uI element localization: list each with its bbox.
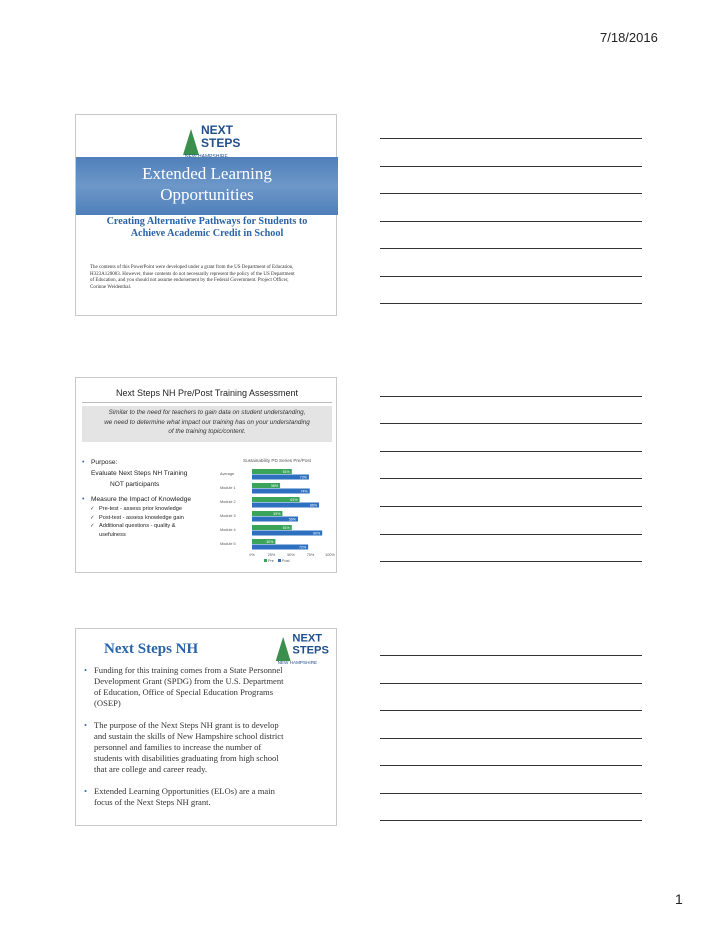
legend-label: Pre xyxy=(268,559,274,563)
page-number: 1 xyxy=(675,891,683,907)
notes-line xyxy=(380,793,642,794)
title-divider xyxy=(82,402,332,403)
title-line: Opportunities xyxy=(160,185,254,204)
bullet-icon: • xyxy=(82,496,85,503)
category-label: Module 2 xyxy=(220,500,236,504)
disclaimer-line: The contents of this PowerPoint were developed under a grant from the US Department of Education, xyxy=(90,265,294,270)
notes-line xyxy=(380,396,642,397)
bullet-icon: • xyxy=(82,459,85,466)
data-label: 36% xyxy=(270,484,279,488)
notes-line xyxy=(380,561,642,562)
check-text: Additional questions - quality & xyxy=(99,523,176,529)
notes-line xyxy=(380,248,642,249)
data-label: 73% xyxy=(299,475,307,480)
subtitle-line: Creating Alternative Pathways for Students to xyxy=(106,216,308,227)
data-label: 86% xyxy=(309,503,318,508)
logo-line-2: STEPS xyxy=(201,136,241,150)
purpose-bullet xyxy=(82,457,222,468)
grant-disclaimer xyxy=(90,265,326,291)
notes-line xyxy=(380,276,642,277)
elo-bullet xyxy=(82,786,332,808)
notes-line xyxy=(380,738,642,739)
notes-line xyxy=(380,478,642,479)
data-label: 51% xyxy=(282,526,290,530)
notes-line xyxy=(380,138,642,139)
logo-line-2: STEPS xyxy=(292,644,329,657)
measure-label: Measure the Impact of Knowledge xyxy=(91,496,192,503)
mountain-icon xyxy=(276,637,291,661)
body-line: and sustain the skills of New Hampshire school district xyxy=(94,731,284,741)
legend-swatch xyxy=(278,559,281,562)
check-item xyxy=(82,531,222,540)
logo-line-3: NEW HAMPSHIRE xyxy=(277,659,318,665)
notes-line xyxy=(380,820,642,821)
legend-label: Post xyxy=(282,559,290,563)
body-line: (OSEP) xyxy=(94,698,121,708)
notes-line xyxy=(380,221,642,222)
context-line: we need to determine what impact our training has on your understanding xyxy=(104,418,310,426)
next-steps-logo xyxy=(272,629,329,667)
body-line: Extended Learning Opportunities (ELOs) are a main xyxy=(94,786,275,796)
slide-3-body xyxy=(82,665,332,819)
notes-line xyxy=(380,506,642,507)
body-line: The purpose of the Next Steps NH grant is to develop xyxy=(94,720,279,730)
category-label: Module 1 xyxy=(220,486,236,490)
data-label: 51% xyxy=(282,470,290,474)
context-box xyxy=(82,406,332,442)
check-item xyxy=(82,505,222,514)
subtitle-line: Achieve Academic Credit in School xyxy=(130,228,284,239)
body-line: that are college and career ready. xyxy=(94,764,207,774)
disclaimer-line: of Education, and you should not assume endorsement by the Federal Government. Project Officer, xyxy=(90,278,289,283)
notes-line xyxy=(380,710,642,711)
body-line: students with disabilities graduating from high school xyxy=(94,753,279,763)
mountain-icon xyxy=(183,129,199,155)
category-label: Module 4 xyxy=(220,528,236,532)
body-line: of Education, Office of Special Education Programs xyxy=(94,687,274,697)
disclaimer-line: Corinne Weidenthal. xyxy=(90,284,132,290)
data-label: 90% xyxy=(312,531,321,536)
tick-label: 100% xyxy=(325,553,335,557)
body-line: focus of the Next Steps NH grant. xyxy=(94,797,211,807)
purpose-bullet xyxy=(82,720,332,775)
measure-bullet xyxy=(82,494,222,505)
body-line: Funding for this training comes from a State Personnel xyxy=(94,665,283,675)
check-text: usefulness xyxy=(99,531,126,538)
check-item xyxy=(82,522,222,531)
notes-line xyxy=(380,534,642,535)
tick-label: 50% xyxy=(287,553,295,557)
data-label: 61% xyxy=(290,498,298,502)
assessment-bullets xyxy=(82,457,222,539)
notes-line xyxy=(380,166,642,167)
data-label: 30% xyxy=(266,540,274,544)
check-text: Post-test - assess knowledge gain xyxy=(99,514,184,521)
category-label: Module 3 xyxy=(220,514,236,518)
tick-label: 0% xyxy=(249,553,255,557)
tick-label: 25% xyxy=(267,553,276,557)
slide-2-thumbnail xyxy=(75,377,337,573)
tick-label: 75% xyxy=(306,553,315,557)
body-line: Development Grant (SPDG) from the U.S. Department xyxy=(94,676,284,686)
bar-post xyxy=(252,531,322,536)
check-icon: ✓ xyxy=(90,506,95,512)
bullet-icon: • xyxy=(84,665,88,675)
slide-1-subtitle xyxy=(96,216,318,240)
pre-post-bar-chart xyxy=(218,454,336,574)
funding-bullet xyxy=(82,665,332,709)
category-label: Module 5 xyxy=(220,542,236,546)
data-label: 74% xyxy=(300,489,308,494)
purpose-text: NOT participants xyxy=(110,481,160,488)
notes-line xyxy=(380,423,642,424)
notes-line xyxy=(380,655,642,656)
logo-line-1: NEXT xyxy=(292,632,323,645)
check-icon: ✓ xyxy=(90,514,95,521)
notes-line xyxy=(380,193,642,194)
check-icon: ✓ xyxy=(90,523,95,529)
slide-2-title: Next Steps NH Pre/Post Training Assessment xyxy=(115,388,299,398)
slide-1-thumbnail xyxy=(75,114,337,316)
next-steps-logo xyxy=(179,121,241,161)
purpose-text: Evaluate Next Steps NH Training xyxy=(91,470,188,477)
slide-3-title: Next Steps NH xyxy=(104,641,199,657)
body-line: personnel and families to increase the number of xyxy=(94,742,262,752)
data-label: 39% xyxy=(273,512,281,516)
title-band xyxy=(76,157,338,215)
category-label: Average xyxy=(220,472,235,476)
data-label: 59% xyxy=(288,517,297,522)
notes-line xyxy=(380,765,642,766)
notes-line xyxy=(380,683,642,684)
bullet-icon: • xyxy=(84,720,88,730)
chart-title: Sustainability PD Series Pre/Post xyxy=(243,458,311,463)
disclaimer-line: H323A120003. However, those contents do not necessarily represent the policy of the US Department xyxy=(90,271,295,277)
notes-line xyxy=(380,451,642,452)
check-item xyxy=(82,514,222,523)
page-date: 7/18/2016 xyxy=(600,30,658,45)
bullet-icon: • xyxy=(84,786,88,796)
legend-swatch xyxy=(264,559,267,562)
context-line: of the training topic/content. xyxy=(168,428,246,435)
check-text: Pre-test - assess prior knowledge xyxy=(99,506,183,512)
context-line: Similar to the need for teachers to gain data on student understanding, xyxy=(108,409,306,416)
purpose-label: Purpose: xyxy=(91,459,118,466)
notes-line xyxy=(380,303,642,304)
slide-1-title xyxy=(76,157,338,205)
logo-line-1: NEXT xyxy=(201,123,234,137)
data-label: 72% xyxy=(298,545,307,550)
title-line: Extended Learning xyxy=(142,164,272,183)
slide-3-thumbnail xyxy=(75,628,337,826)
